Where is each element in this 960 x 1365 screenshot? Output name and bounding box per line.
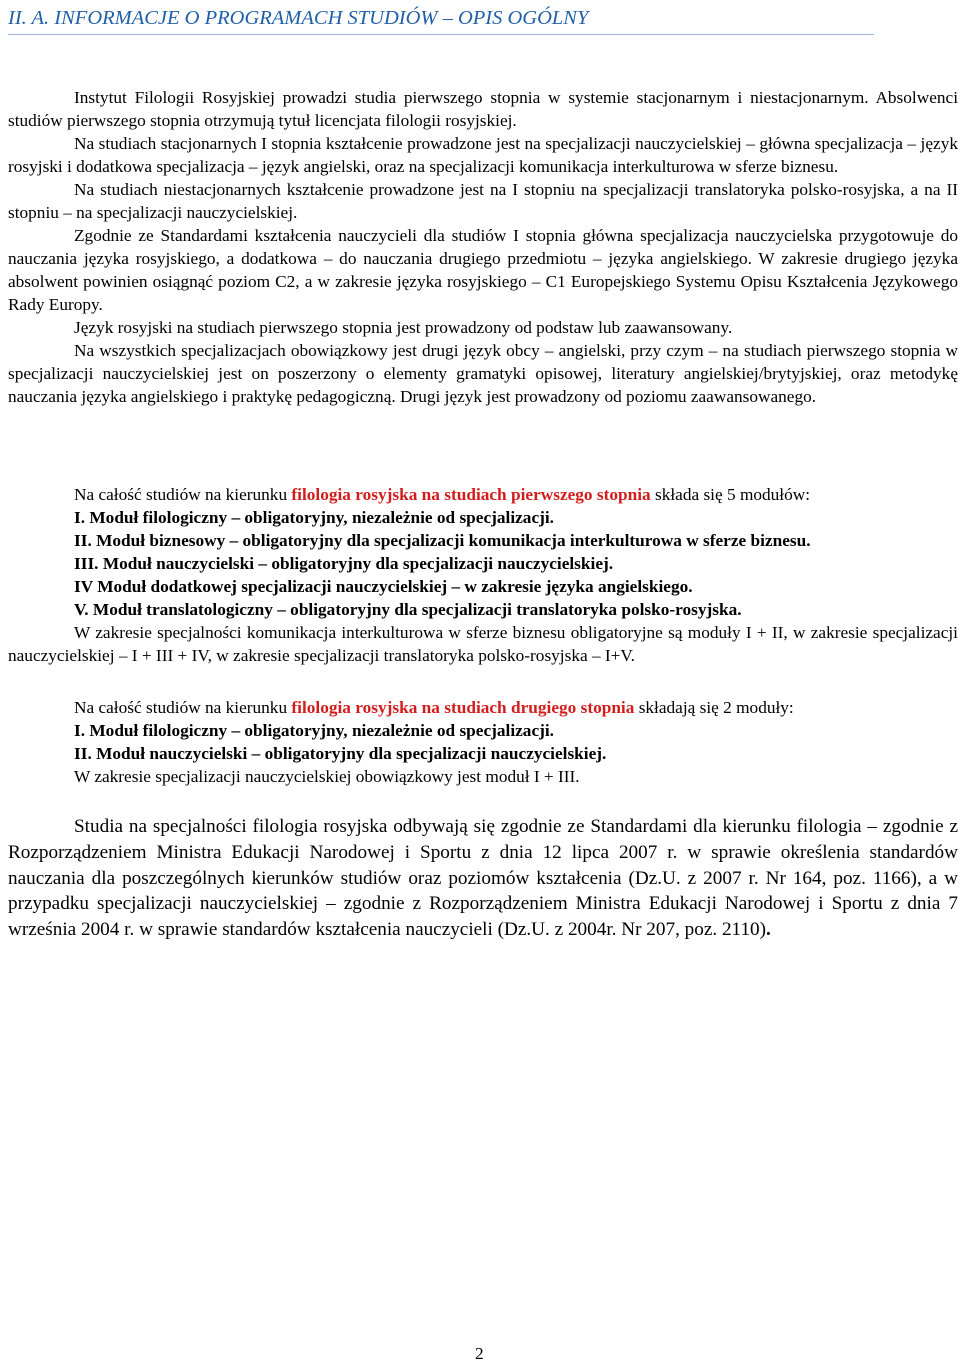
second-degree-section <box>8 696 958 788</box>
closing-period: . <box>766 919 771 941</box>
module-note: W zakresie specjalizacji nauczycielskiej obowiązkowy jest moduł I + III. <box>74 767 580 786</box>
paragraph: Na studiach stacjonarnych I stopnia kształcenie prowadzone jest na specjalizacji nauczycielskiej – główna specjalizacja – język rosyjski i dodatkowa specjalizacja – język angielski, oraz na specjalizacji komunikacja interkulturowa w sferze biznesu. <box>8 134 958 176</box>
paragraph: Na studiach niestacjonarnych kształcenie prowadzone jest na I stopniu na specjalizacji translatoryka polsko-rosyjska, a na II stopniu – na specjalizacji nauczycielskiej. <box>8 180 958 222</box>
module-item: V. Moduł translatologiczny – obligatoryjny dla specjalizacji translatoryka polsko-rosyjska. <box>74 600 742 619</box>
second-degree-lead <box>8 696 958 719</box>
module-item: I. Moduł filologiczny – obligatoryjny, niezależnie od specjalizacji. <box>74 721 554 740</box>
lead-text: Na całość studiów na kierunku <box>74 698 292 717</box>
paragraph: Język rosyjski na studiach pierwszego stopnia jest prowadzony od podstaw lub zaawansowany. <box>74 318 733 337</box>
paragraph: Zgodnie ze Standardami kształcenia nauczycieli dla studiów I stopnia główna specjalizacja nauczycielska przygotowuje do nauczania języka rosyjskiego, a dodatkowa – do nauczania drugiego przedmiotu – języka angielskiego. W zakresie drugiego języka absolwent powinien osiągnąć poziom C2, a w zakresie języka rosyjskiego – C1 Europejskiego Systemu Opisu Kształcenia Językowego Rady Europy. <box>8 226 958 314</box>
page-number: 2 <box>475 1344 484 1363</box>
module-item: II. Moduł biznesowy – obligatoryjny dla specjalizacji komunikacja interkulturowa w sferze biznesu. <box>74 531 811 550</box>
module-item: IV Moduł dodatkowej specjalizacji nauczycielskiej – w zakresie języka angielskiego. <box>74 577 693 596</box>
module-item: I. Moduł filologiczny – obligatoryjny, niezależnie od specjalizacji. <box>74 508 554 527</box>
first-degree-section <box>8 483 958 667</box>
lead-text: Na całość studiów na kierunku <box>74 485 292 504</box>
module-list <box>8 719 958 765</box>
highlight-text: filologia rosyjska na studiach drugiego stopnia <box>291 698 635 717</box>
lead-text: składają się 2 moduły: <box>634 698 794 717</box>
paragraph: Instytut Filologii Rosyjskiej prowadzi studia pierwszego stopnia w systemie stacjonarnym i niestacjonarnym. Absolwenci studiów pierwszego stopnia otrzymują tytuł licencjata filologii rosyjskiej. <box>8 88 958 130</box>
module-list <box>8 506 958 621</box>
module-note: W zakresie specjalności komunikacja interkulturowa w sferze biznesu obligatoryjne są moduły I + II, w zakresie specjalizacji nauczycielskiej – I + III + IV, w zakresie specjalizacji translatoryka polsko-rosyjska – I+V. <box>8 623 958 665</box>
closing-section <box>8 814 958 943</box>
module-item: III. Moduł nauczycielski – obligatoryjny dla specjalizacji nauczycielskiej. <box>74 554 614 573</box>
section-heading: II. A. INFORMACJE O PROGRAMACH STUDIÓW – OPIS OGÓLNY <box>8 4 874 35</box>
intro-section <box>8 86 958 408</box>
paragraph: Na wszystkich specjalizacjach obowiązkowy jest drugi język obcy – angielski, przy czym – na studiach pierwszego stopnia w specjalizacji nauczycielskiej jest on poszerzony o elementy gramatyki opisowej, literatury angielskiej/brytyjskiej, oraz metodykę nauczania języka angielskiego i praktykę pedagogiczną. Drugi język jest prowadzony od poziomu zaawansowanego. <box>8 341 958 406</box>
first-degree-lead <box>8 483 958 506</box>
highlight-text: filologia rosyjska na studiach pierwszego stopnia <box>291 485 651 504</box>
closing-paragraph <box>8 814 958 943</box>
closing-text: Studia na specjalności filologia rosyjska odbywają się zgodnie ze Standardami dla kierunku filologia – zgodnie z Rozporządzeniem Ministra Edukacji Narodowej i Sportu z dnia 12 lipca 2007 r. w sprawie określenia standardów nauczania dla poszczególnych kierunków studiów oraz poziomów kształcenia (Dz.U. z 2007 r. Nr 164, poz. 1166), a w przypadku specjalizacji nauczycielskiej – zgodnie z Rozporządzeniem Ministra Edukacji Narodowej i Sportu z dnia 7 września 2004 r. w sprawie standardów kształcenia nauczycieli (Dz.U. z 2004r. Nr 207, poz. 2110) <box>8 816 958 941</box>
lead-text: składa się 5 modułów: <box>650 485 811 504</box>
module-item: II. Moduł nauczycielski – obligatoryjny dla specjalizacji nauczycielskiej. <box>74 744 607 763</box>
